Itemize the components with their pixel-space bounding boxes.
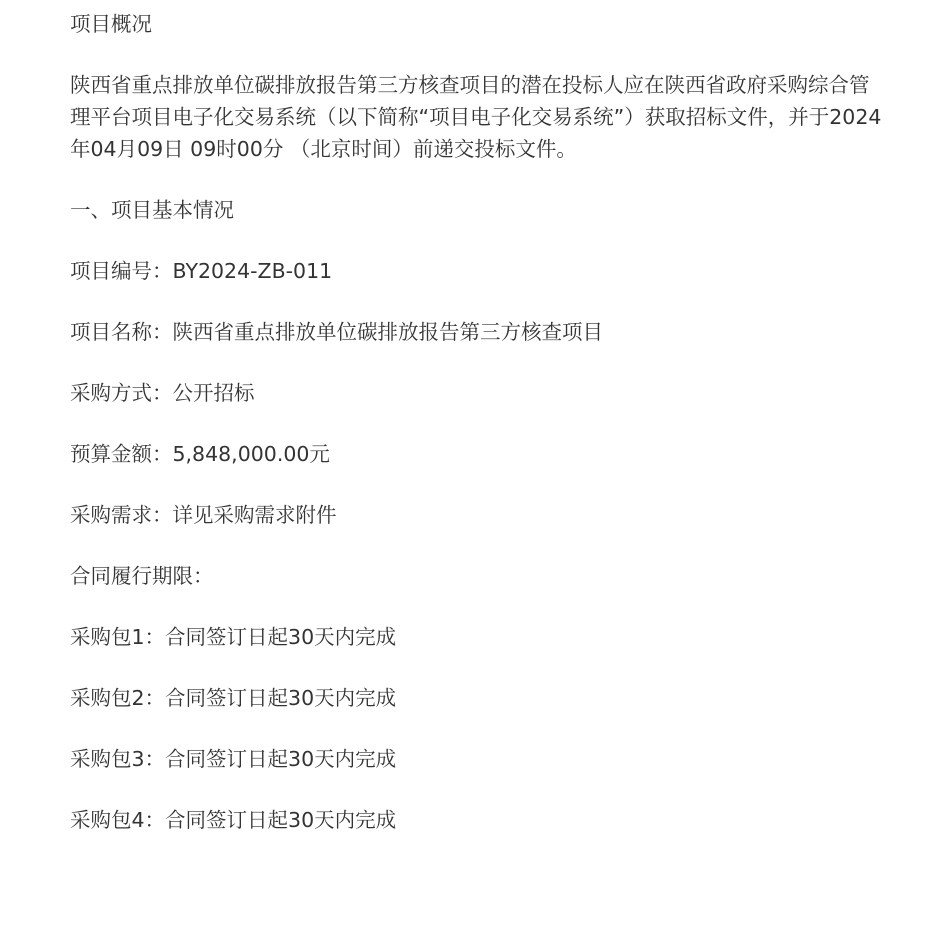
package-label: 采购包1： <box>70 625 166 649</box>
field-label: 项目名称： <box>70 320 173 344</box>
field-value: 公开招标 <box>172 381 255 405</box>
overview-heading: 项目概况 <box>70 12 152 36</box>
package-label: 采购包3： <box>70 747 166 771</box>
field-value: 详见采购需求附件 <box>172 503 337 527</box>
package-label: 采购包4： <box>70 808 166 832</box>
package-item <box>70 621 890 653</box>
package-value: 合同签订日起30天内完成 <box>165 747 397 771</box>
field-value: 陕西省重点排放单位碳排放报告第三方核查项目 <box>172 320 603 344</box>
field-procurement-requirement <box>70 499 890 531</box>
section-heading: 一、项目基本情况 <box>70 198 234 222</box>
field-value: 5,848,000.00元 <box>172 442 330 466</box>
field-project-name <box>70 316 890 348</box>
package-label: 采购包2： <box>70 686 166 710</box>
package-value: 合同签订日起30天内完成 <box>165 686 397 710</box>
field-project-number <box>70 255 890 287</box>
package-item <box>70 743 890 775</box>
field-label: 项目编号： <box>70 259 173 283</box>
field-contract-term <box>70 560 890 592</box>
field-value: BY2024-ZB-011 <box>172 259 333 283</box>
package-item <box>70 804 890 836</box>
intro-paragraph: 陕西省重点排放单位碳排放报告第三方核查项目的潜在投标人应在陕西省政府采购综合管理平台项目电子化交易系统（以下简称“项目电子化交易系统”）获取招标文件，并于2024年04月09日 09时00分 （北京时间）前递交投标文件。 <box>70 73 882 161</box>
field-label: 预算金额： <box>70 442 173 466</box>
field-procurement-method <box>70 377 890 409</box>
field-label: 采购方式： <box>70 381 173 405</box>
field-budget-amount <box>70 438 890 470</box>
field-label: 合同履行期限： <box>70 564 214 588</box>
field-label: 采购需求： <box>70 503 173 527</box>
package-value: 合同签订日起30天内完成 <box>165 625 397 649</box>
package-value: 合同签订日起30天内完成 <box>165 808 397 832</box>
package-item <box>70 682 890 714</box>
